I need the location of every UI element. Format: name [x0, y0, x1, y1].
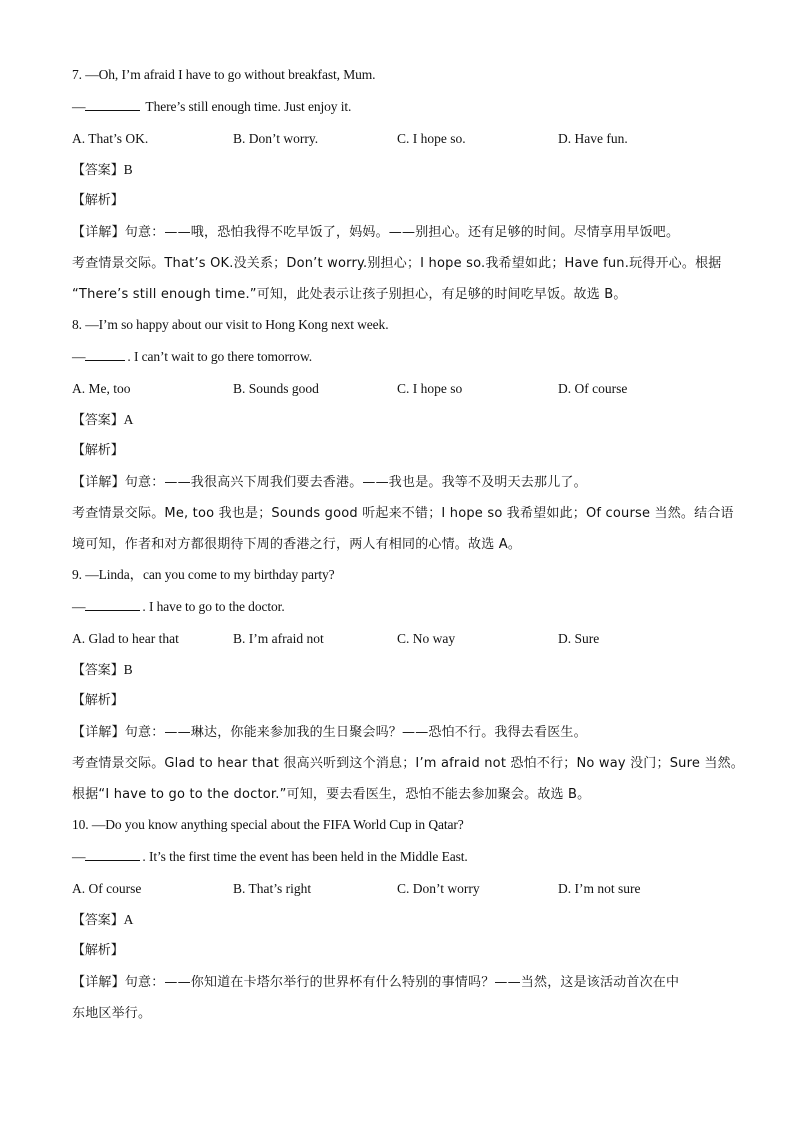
- analysis-label: 【解析】: [72, 443, 124, 458]
- option-c: C. I hope so: [397, 381, 463, 396]
- detail-line: 考查情景交际。That’s OK.没关系；Don’t worry.别担心；I hope so.我希望如此；Have fun.玩得开心。根据: [72, 256, 722, 271]
- option-a: A. Me, too: [72, 381, 131, 396]
- option-c: C. Don’t worry: [397, 881, 480, 896]
- answer-value: B: [123, 162, 133, 177]
- question-stem: 10. —Do you know anything special about the FIFA World Cup in Qatar?: [72, 817, 464, 832]
- answer-line: [72, 661, 133, 680]
- option-d: D. Sure: [558, 631, 600, 646]
- option-b: B. I’m afraid not: [233, 631, 324, 646]
- response-dash: —: [72, 599, 86, 614]
- answer-value: B: [123, 662, 133, 677]
- analysis-label: 【解析】: [72, 943, 124, 958]
- answer-value: A: [123, 912, 134, 927]
- detail-line: 考查情景交际。Glad to hear that 很高兴听到这个消息；I’m afraid not 恐怕不行；No way 没门；Sure 当然。: [72, 756, 744, 771]
- option-d: D. Of course: [558, 381, 628, 396]
- response-line: [72, 347, 312, 366]
- response-text: . I can’t wait to go there tomorrow.: [127, 349, 313, 364]
- answer-label: 【答案】: [72, 163, 124, 178]
- detail-line: 【详解】句意：——你知道在卡塔尔举行的世界杯有什么特别的事情吗？——当然，这是该活动首次在中: [72, 975, 680, 990]
- response-dash: —: [72, 849, 86, 864]
- option-a: A. Glad to hear that: [72, 631, 179, 646]
- detail-line: 境可知，作者和对方都很期待下周的香港之行，两人有相同的心情。故选 A。: [72, 537, 522, 552]
- answer-label: 【答案】: [72, 913, 124, 928]
- option-c: C. No way: [397, 631, 456, 646]
- answer-blank: [85, 347, 125, 361]
- option-b: B. That’s right: [233, 881, 312, 896]
- answer-line: [72, 161, 133, 180]
- option-d: D. I’m not sure: [558, 881, 641, 896]
- detail-line: 根据“I have to go to the doctor.”可知，要去看医生，恐怕不能去参加聚会。故选 B。: [72, 787, 591, 802]
- response-dash: —: [72, 99, 86, 114]
- detail-line: 【详解】句意：——我很高兴下周我们要去香港。——我也是。我等不及明天去那儿了。: [72, 475, 587, 490]
- detail-line: 【详解】句意：——琳达，你能来参加我的生日聚会吗？——恐怕不行。我得去看医生。: [72, 725, 587, 740]
- question-stem: 7. —Oh, I’m afraid I have to go without breakfast, Mum.: [72, 67, 376, 82]
- response-line: [72, 97, 351, 116]
- answer-blank: [85, 97, 140, 111]
- response-text: . It’s the first time the event has been held in the Middle East.: [142, 849, 468, 864]
- analysis-label: 【解析】: [72, 693, 124, 708]
- question-stem: 9. —Linda，can you come to my birthday party?: [72, 567, 335, 582]
- response-text: There’s still enough time. Just enjoy it.: [142, 99, 352, 114]
- option-b: B. Don’t worry.: [233, 131, 319, 146]
- option-a: A. That’s OK.: [72, 131, 149, 146]
- answer-label: 【答案】: [72, 413, 124, 428]
- detail-line: 东地区举行。: [72, 1006, 152, 1021]
- answer-value: A: [123, 412, 134, 427]
- detail-line: 考查情景交际。Me, too 我也是；Sounds good 听起来不错；I hope so 我希望如此；Of course 当然。结合语: [72, 506, 734, 521]
- response-line: [72, 847, 468, 866]
- answer-blank: [85, 597, 140, 611]
- detail-line: 【详解】句意：——哦，恐怕我得不吃早饭了，妈妈。——别担心。还有足够的时间。尽情享用早饭吧。: [72, 225, 680, 240]
- question-stem: 8. —I’m so happy about our visit to Hong Kong next week.: [72, 317, 389, 332]
- answer-label: 【答案】: [72, 663, 124, 678]
- response-line: [72, 597, 285, 616]
- option-a: A. Of course: [72, 881, 142, 896]
- option-c: C. I hope so.: [397, 131, 466, 146]
- answer-line: [72, 911, 133, 930]
- option-d: D. Have fun.: [558, 131, 628, 146]
- analysis-label: 【解析】: [72, 193, 124, 208]
- response-dash: —: [72, 349, 86, 364]
- answer-blank: [85, 847, 140, 861]
- answer-line: [72, 411, 133, 430]
- option-b: B. Sounds good: [233, 381, 319, 396]
- response-text: . I have to go to the doctor.: [142, 599, 285, 614]
- detail-line: “There’s still enough time.”可知，此处表示让孩子别担心，有足够的时间吃早饭。故选 B。: [72, 287, 627, 302]
